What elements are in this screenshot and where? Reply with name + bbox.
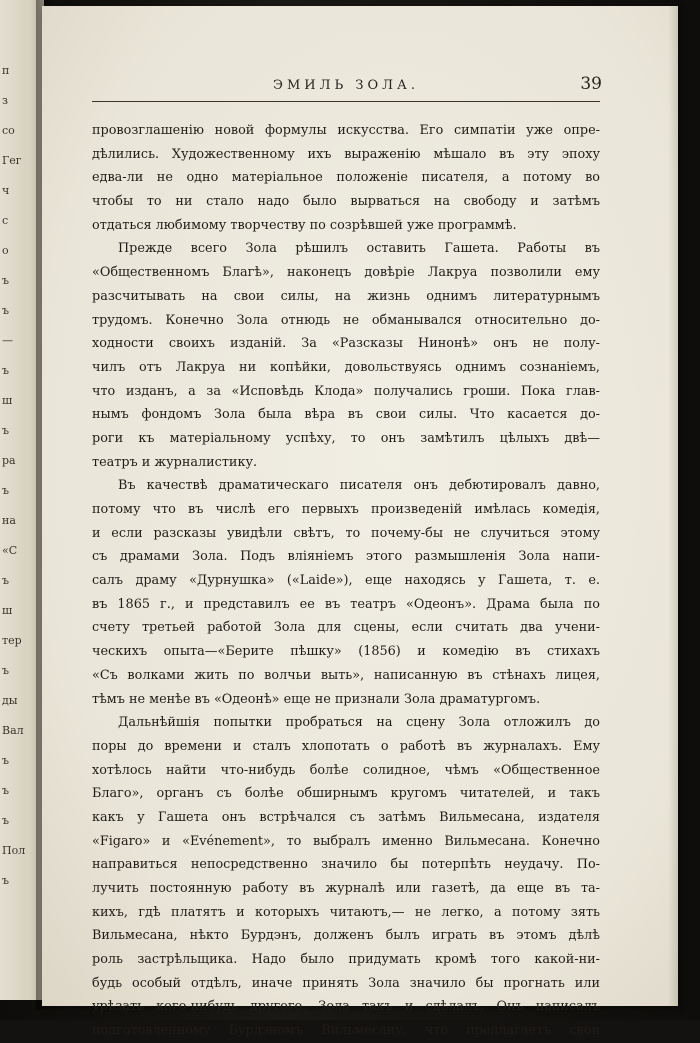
text-line: хотѣлось найти что-нибудь болѣе солидное, чѣмъ «Общественное (92, 762, 600, 778)
text-line: роль застрѣльщика. Надо было придумать кромѣ того какой-ни- (92, 952, 600, 968)
text-line: отдаться любимому творчеству по созрѣвшей уже программѣ. (92, 217, 517, 233)
running-header-title: ЭМИЛЬ ЗОЛА. (273, 78, 419, 93)
facing-page-fragment: Пол (2, 844, 26, 857)
facing-page-fragment: ъ (2, 754, 9, 767)
text-line: какъ у Гашета онъ встрѣчался съ затѣмъ Вильмесана, издателя (92, 809, 600, 825)
text-line: «Общественномъ Благѣ», наконецъ довѣріе Лакруа позволили ему (92, 265, 600, 281)
text-line: «Съ волками жить по волчьи выть», написанную въ стѣнахъ лицея, (92, 667, 600, 683)
facing-page-fragment: ъ (2, 304, 9, 317)
text-line: чилъ отъ Лакруа ни копѣйки, довольствуясь однимъ сознаніемъ, (92, 359, 600, 375)
facing-page-fragment: ъ (2, 574, 9, 587)
page-number: 39 (580, 74, 602, 94)
text-line: съ драмами Зола. Подъ вліяніемъ этого размышленія Зола напи- (92, 549, 600, 565)
text-line: ходности своихъ изданій. За «Разсказы Нинонѣ» онъ не полу- (92, 336, 600, 352)
header-rule (92, 101, 600, 102)
facing-page-fragment: ъ (2, 364, 9, 377)
text-line: поры до времени и сталъ хлопотать о работѣ въ журналахъ. Ему (92, 738, 600, 754)
facing-page-fragment: ъ (2, 274, 9, 287)
text-line: Дальнѣйшія попытки пробраться на сцену Зола отложилъ до (118, 715, 600, 731)
text-line: счету третьей работой Зола для сцены, если считать два учени- (92, 620, 600, 636)
text-line: тѣмъ не менѣе въ «Одеонѣ» еще не признали Зола драматургомъ. (92, 691, 541, 707)
facing-page-fragment: ды (2, 694, 18, 707)
facing-page-fragment: с (2, 214, 9, 227)
text-line: чтобы то ни стало надо было вырваться на свободу и затѣмъ (92, 194, 600, 210)
facing-page-fragment: ъ (2, 814, 9, 827)
facing-page-fragment: ъ (2, 664, 9, 677)
text-line: разсчитывать на свои силы, на жизнь однимъ литературнымъ (92, 288, 600, 304)
facing-page-fragment: о (2, 244, 9, 257)
facing-page-fragment: ч (2, 184, 10, 197)
facing-page-fragment: ш (2, 604, 13, 617)
body-text (92, 119, 600, 1043)
text-line: и если разсказы увидѣли свѣтъ, то почему-бы не случиться этому (92, 525, 600, 541)
text-line: что изданъ, а за «Исповѣдь Клода» получались гроши. Пока глав- (92, 383, 600, 399)
text-line: роги къ матеріальному успѣху, то онъ замѣтилъ цѣлыхъ двѣ— (92, 430, 600, 446)
text-line: Прежде всего Зола рѣшилъ оставить Гашета. Работы въ (118, 241, 600, 257)
facing-page-fragment: ъ (2, 874, 9, 887)
text-line: театръ и журналистику. (92, 454, 258, 470)
text-line: ческихъ опыта—«Берите пѣшку» (1856) и комедію въ стихахъ (92, 644, 600, 660)
text-line: нымъ фондомъ Зола была вѣра въ свои силы. Что касается до- (92, 407, 600, 423)
facing-page-fragment: на (2, 514, 16, 527)
text-line: Благо», органъ съ болѣе обширнымъ кругомъ читателей, и такъ (92, 786, 600, 802)
text-line: Въ качествѣ драматическаго писателя онъ дебютировалъ давно, (118, 478, 600, 494)
facing-page-fragment: з (2, 94, 8, 107)
text-line: потому что въ числѣ его первыхъ произведеній имѣлась комедія, (92, 502, 600, 517)
text-line: салъ драму «Дурнушка» («Laide»), еще находясь у Гашета, т. е. (92, 573, 600, 589)
text-line: подготовленному Бурдэномъ Вильмесану, что предлагаетъ свои (92, 1023, 600, 1039)
book-page (42, 6, 678, 1039)
facing-page-fragment: тер (2, 634, 22, 647)
text-line: дѣлились. Художественному ихъ выраженію мѣшало въ эту эпоху (92, 146, 600, 162)
facing-page-fragment: Вал (2, 724, 24, 737)
facing-page-fragment: ъ (2, 424, 9, 437)
facing-page-fragment: ш (2, 394, 13, 407)
page-edge-shade (668, 6, 678, 1006)
text-line: «Figaro» и «Evénement», то выбралъ именно Вильмесана. Конечно (92, 833, 600, 849)
text-line: направиться непосредственно значило бы потерпѣть неудачу. По- (92, 857, 600, 873)
facing-page-fragment: со (2, 124, 15, 137)
facing-page-fragment: п (2, 64, 10, 77)
facing-page-fragment: ра (2, 454, 16, 467)
text-line: трудомъ. Конечно Зола отнюдь не обманывался относительно до- (92, 312, 600, 328)
text-line: урѣзать кого-нибудь другого. Зола такъ и сдѣлалъ. Онъ написалъ (92, 999, 600, 1015)
text-line: провозглашенію новой формулы искусства. Его симпатіи уже опре- (92, 123, 600, 138)
text-line: Вильмесана, нѣкто Бурдэнъ, долженъ былъ играть въ этомъ дѣлѣ (92, 928, 600, 944)
facing-page-fragment: — (2, 334, 13, 347)
text-line: въ 1865 г., и представилъ ее въ театръ «Одеонъ». Драма была по (92, 596, 600, 612)
facing-page-fragment: Гег (2, 154, 22, 167)
running-header (92, 76, 600, 102)
text-line: будь особый отдѣлъ, иначе принять Зола значило бы прогнать или (92, 975, 600, 991)
text-line: кихъ, гдѣ платятъ и которыхъ читаютъ,— не легко, а потому зять (92, 904, 600, 920)
facing-page-fragment: «С (2, 544, 18, 557)
text-line: едва-ли не одно матеріальное положеніе писателя, а потому во (92, 170, 600, 186)
facing-page-fragment: ъ (2, 784, 9, 797)
text-line: лучить постоянную работу въ журналѣ или газетѣ, да еще въ та- (92, 881, 600, 896)
facing-page-fragment: ъ (2, 484, 9, 497)
